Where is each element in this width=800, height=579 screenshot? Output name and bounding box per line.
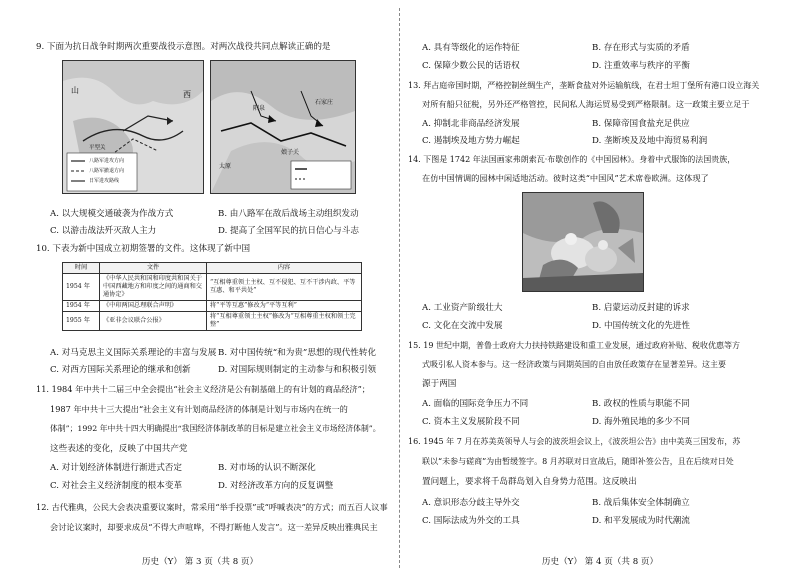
q16-line-1: 16. 1945 年 7 月在苏美英领导人与会的波茨坦会议上，《波茨坦公告》由中美英三国发布，苏 (408, 437, 741, 446)
q9-option-a[interactable]: A. 以大规模交通破袭为作战方式 (50, 209, 174, 219)
q10-option-c[interactable]: C. 对西方国际关系理论的继承和创新 (50, 365, 191, 375)
q12-line-2: 会讨论议案时，却要求成员“不得大声喧哗，不得打断他人发言”。这一差异反映出雅典民主 (50, 522, 378, 532)
q14-line-2: 在仿中国情调的园林中闲适地活动。彼时这类“中国风”艺术席卷欧洲。这体现了 (422, 173, 709, 183)
map-1-legend-2: 八路军撤退方向 (89, 168, 125, 174)
table-header-content: 内容 (207, 263, 362, 274)
q14-option-b[interactable]: B. 启蒙运动反封建的诉求 (592, 303, 690, 313)
q9-stem: 9. 下面为抗日战争时期两次重要战役示意图。对两次战役共同点解读正确的是 (36, 42, 331, 52)
q14-option-d[interactable]: D. 中国传统文化的先进性 (592, 321, 690, 331)
table-cell-time: 1955 年 (63, 312, 100, 331)
q15-option-d[interactable]: D. 海外殖民地的多少不同 (592, 417, 690, 427)
q10-option-a[interactable]: A. 对马克思主义国际关系理论的丰富与发展 (50, 348, 217, 358)
map-2-drawing (211, 61, 355, 193)
table-header-row (63, 263, 362, 274)
q16-line-3: 置问题上，要求将千岛群岛划入自身势力范围。这反映出 (422, 477, 637, 487)
q12-option-a[interactable]: A. 具有等级化的运作特征 (422, 43, 520, 53)
q15-option-a[interactable]: A. 面临的国际竞争压力不同 (422, 399, 529, 409)
q11-line-2: 1987 年中共十三大提出“社会主义有计划商品经济的体制是计划与市场内在统一的 (50, 404, 348, 414)
painting-drawing (523, 193, 643, 291)
q10-table (62, 262, 362, 331)
q11-line-3: 体制”；1992 年中共十四大明确提出“我国经济体制改革的目标是建立社会主义市场经济体制”。 (50, 424, 381, 433)
q12-line-1: 12. 古代雅典，公民大会表决重要议案时，常采用“举手投票”或“呼喊表决”的方式；而五百人议事 (36, 502, 388, 512)
q15-option-c[interactable]: C. 资本主义发展阶段不同 (422, 417, 520, 427)
q16-option-c[interactable]: C. 国际法成为外交的工具 (422, 516, 520, 526)
table-cell-time: 1954 年 (63, 301, 100, 312)
table-cell-doc: 《中印两国总理联合声明》 (100, 301, 207, 312)
q9-map-2 (210, 60, 356, 194)
table-cell-doc: 《亚非会议联合公报》 (100, 312, 207, 331)
table-header-doc: 文件 (100, 263, 207, 274)
map-1-label-xi: 西 (183, 90, 191, 99)
right-page-footer: 历史（Y） 第 4 页（共 8 页） (541, 557, 659, 567)
map-1-legend-1: 八路军进攻方向 (89, 158, 125, 164)
q15-line-3: 源于两国 (422, 379, 457, 389)
map-1-legend-3: 日军进攻路线 (89, 178, 120, 184)
q14-option-c[interactable]: C. 文化在交流中发展 (422, 321, 503, 331)
q15-option-b[interactable]: B. 政权的性质与职能不同 (592, 399, 690, 409)
q14-painting (522, 192, 644, 292)
map-2-label-taiyuan: 太原 (219, 163, 232, 170)
table-row (63, 312, 362, 331)
table-header-time: 时间 (63, 263, 100, 274)
q11-line-4: 这些表述的变化，反映了中国共产党 (50, 444, 188, 454)
q10-option-b[interactable]: B. 对中国传统“和为贵”思想的现代性转化 (218, 348, 377, 358)
map-1-label-pingxingguan: 平型关 (89, 145, 106, 151)
q9-option-b[interactable]: B. 由八路军在敌后战场主动组织发动 (218, 209, 359, 219)
q13-option-c[interactable]: C. 遏制埃及地方势力崛起 (422, 136, 520, 146)
q16-option-b[interactable]: B. 战后集体安全体制确立 (592, 498, 690, 508)
table-cell-doc: 《中华人民共和国和印度共和国关于中国西藏地方和印度之间的通商和交通协定》 (100, 274, 207, 301)
q9-option-d[interactable]: D. 提高了全国军民的抗日信心与斗志 (218, 226, 359, 236)
table-row (63, 274, 362, 301)
q14-line-1: 14. 下图是 1742 年法国画家弗朗索瓦·布歇创作的《中国园林》。身着中式服饰的法国贵族， (408, 155, 736, 164)
q16-option-a[interactable]: A. 意识形态分歧主导外交 (422, 498, 520, 508)
q10-option-d[interactable]: D. 对国际规则制定的主动参与和积极引领 (218, 365, 377, 375)
q10-stem: 10. 下表为新中国成立初期签署的文件。这体现了新中国 (36, 244, 251, 254)
q11-option-b[interactable]: B. 对市场的认识不断深化 (218, 463, 316, 473)
q12-option-b[interactable]: B. 存在形式与实质的矛盾 (592, 43, 690, 53)
q11-option-c[interactable]: C. 对社会主义经济制度的根本变革 (50, 481, 183, 491)
table-cell-time: 1954 年 (63, 274, 100, 301)
table-cell-content: 将“平等互惠”修改为“平等互利” (207, 301, 362, 312)
map-1-label-shan: 山 (71, 86, 79, 95)
table-row (63, 301, 362, 312)
q15-line-1: 15. 19 世纪中期，普鲁士政府大力扶持铁路建设和重工业发展，通过政府补贴、税收优惠等方 (408, 341, 740, 350)
q12-option-c[interactable]: C. 保障少数公民的话语权 (422, 61, 520, 71)
map-2-label-yangquan: 阳泉 (253, 105, 266, 112)
q11-option-a[interactable]: A. 对计划经济体制进行渐进式否定 (50, 463, 182, 473)
q11-line-1: 11. 1984 年中共十二届三中全会提出“社会主义经济是公有制基础上的有计划的商品经济”； (36, 384, 370, 394)
q16-line-2: 联以“未参与磋商”为由暂缓签字。8 月苏联对日宣战后，随即补签公告，且在后续对日处 (422, 457, 734, 466)
q15-line-2: 式吸引私人资本参与。这一经济政策与同期英国的自由放任政策存在显著差异。这主要 (422, 360, 726, 369)
table-cell-content: 将“互相尊重领土主权”修改为“互相尊重主权和领土完整” (207, 312, 362, 331)
q12-option-d[interactable]: D. 注重效率与秩序的平衡 (592, 61, 690, 71)
q9-option-c[interactable]: C. 以游击战法歼灭敌人主力 (50, 226, 157, 236)
map-2-label-niangziguan: 娘子关 (281, 149, 300, 156)
map-1-drawing (63, 61, 203, 193)
q9-map-1 (62, 60, 204, 194)
q13-line-1: 13. 拜占庭帝国时期，严格控制丝绸生产，垄断食盐对外运输航线，在君士坦丁堡所有港口设立海关 (408, 81, 760, 90)
q16-option-d[interactable]: D. 和平发展成为时代潮流 (592, 516, 690, 526)
left-page-footer: 历史（Y） 第 3 页（共 8 页） (141, 557, 259, 567)
q13-option-b[interactable]: B. 保障帝国食盐充足供应 (592, 119, 690, 129)
right-page (400, 0, 800, 579)
q13-line-2: 对所有船只征税，另外还严格管控，民间私人海运贸易受到严格限制。这一政策主要立足于 (422, 99, 750, 109)
table-cell-content: “互相尊重领土主权、互不侵犯、互不干涉内政、平等互惠、和平共处” (207, 274, 362, 301)
q13-option-d[interactable]: D. 垄断埃及及地中海贸易利润 (592, 136, 708, 146)
q14-option-a[interactable]: A. 工业资产阶级壮大 (422, 303, 503, 313)
q11-option-d[interactable]: D. 对经济改革方向的反复调整 (218, 481, 334, 491)
map-2-label-shijiazhuang: 石家庄 (315, 99, 334, 106)
q13-option-a[interactable]: A. 抑制北非商品经济发展 (422, 119, 520, 129)
